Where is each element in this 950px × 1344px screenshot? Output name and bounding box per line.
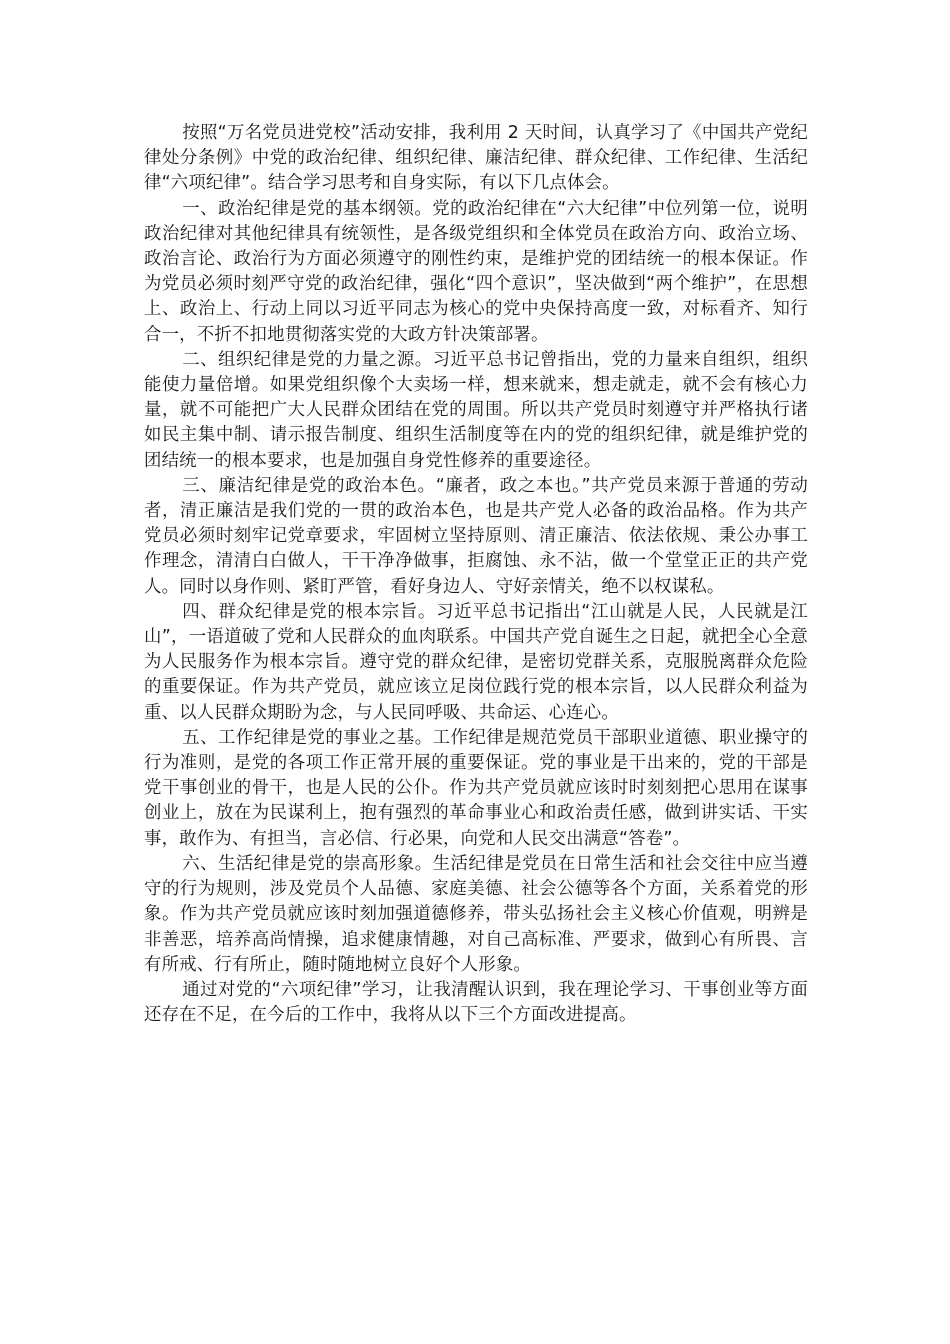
integrity-discipline-paragraph: 三、廉洁纪律是党的政治本色。“廉者，政之本也。”共产党员来源于普通的劳动者，清正廉洁是我们党的一贯的政治本色，也是共产党人必备的政治品格。作为共产党员必须时刻牢记党章要求，牢固树立坚持原则、清正廉洁、依法依规、秉公办事工作理念，清清白白做人，干干净净做事，拒腐蚀、永不沾，做一个堂堂正正的共产党人。同时以身作则、紧盯严管，看好身边人、守好亲情关，绝不以权谋私。 [144,475,808,597]
mass-discipline-paragraph: 四、群众纪律是党的根本宗旨。习近平总书记指出“江山就是人民，人民就是江山”，一语道破了党和人民群众的血肉联系。中国共产党自诞生之日起，就把全心全意为人民服务作为根本宗旨。遵守党的群众纪律，是密切党群关系，克服脱离群众危险的重要保证。作为共产党员，就应该立足岗位践行党的根本宗旨，以人民群众利益为重、以人民群众期盼为念，与人民同呼吸、共命运、心连心。 [144,601,808,723]
document-body [144,121,808,1028]
intro-paragraph: 按照“万名党员进党校”活动安排，我利用 2 天时间，认真学习了《中国共产党纪律处分条例》中党的政治纪律、组织纪律、廉洁纪律、群众纪律、工作纪律、生活纪律“六项纪律”。结合学习思考和自身实际，有以下几点体会。 [144,123,808,194]
life-discipline-paragraph: 六、生活纪律是党的崇高形象。生活纪律是党员在日常生活和社会交往中应当遵守的行为规则，涉及党员个人品德、家庭美德、社会公德等各个方面，关系着党的形象。作为共产党员就应该时刻加强道德修养，带头弘扬社会主义核心价值观，明辨是非善恶，培养高尚情操，追求健康情趣，对自己高标准、严要求，做到心有所畏、言有所戒、行有所止，随时随地树立良好个人形象。 [144,853,808,975]
work-discipline-paragraph: 五、工作纪律是党的事业之基。工作纪律是规范党员干部职业道德、职业操守的行为准则，是党的各项工作正常开展的重要保证。党的事业是干出来的，党的干部是党干事创业的骨干，也是人民的公仆。作为共产党员就应该时时刻刻把心思用在谋事创业上，放在为民谋利上，抱有强烈的革命事业心和政治责任感，做到讲实话、干实事，敢作为、有担当，言必信、行必果，向党和人民交出满意“答卷”。 [144,727,808,849]
organizational-discipline-paragraph: 二、组织纪律是党的力量之源。习近平总书记曾指出，党的力量来自组织，组织能使力量倍增。如果党组织像个大卖场一样，想来就来，想走就走，就不会有核心力量，就不可能把广大人民群众团结在党的周围。所以共产党员时刻遵守并严格执行诸如民主集中制、请示报告制度、组织生活制度等在内的党的组织纪律，就是维护党的团结统一的根本要求，也是加强自身党性修养的重要途径。 [144,349,808,471]
conclusion-paragraph: 通过对党的“六项纪律”学习，让我清醒认识到，我在理论学习、干事创业等方面还存在不足，在今后的工作中，我将从以下三个方面改进提高。 [144,979,808,1026]
political-discipline-paragraph: 一、政治纪律是党的基本纲领。党的政治纪律在“六大纪律”中位列第一位，说明政治纪律对其他纪律具有统领性，是各级党组织和全体党员在政治方向、政治立场、政治言论、政治行为方面必须遵守的刚性约束，是维护党的团结统一的根本保证。作为党员必须时刻严守党的政治纪律，强化“四个意识”，坚决做到“两个维护”，在思想上、政治上、行动上同以习近平同志为核心的党中央保持高度一致，对标看齐、知行合一，不折不扣地贯彻落实党的大政方针决策部署。 [144,198,808,345]
